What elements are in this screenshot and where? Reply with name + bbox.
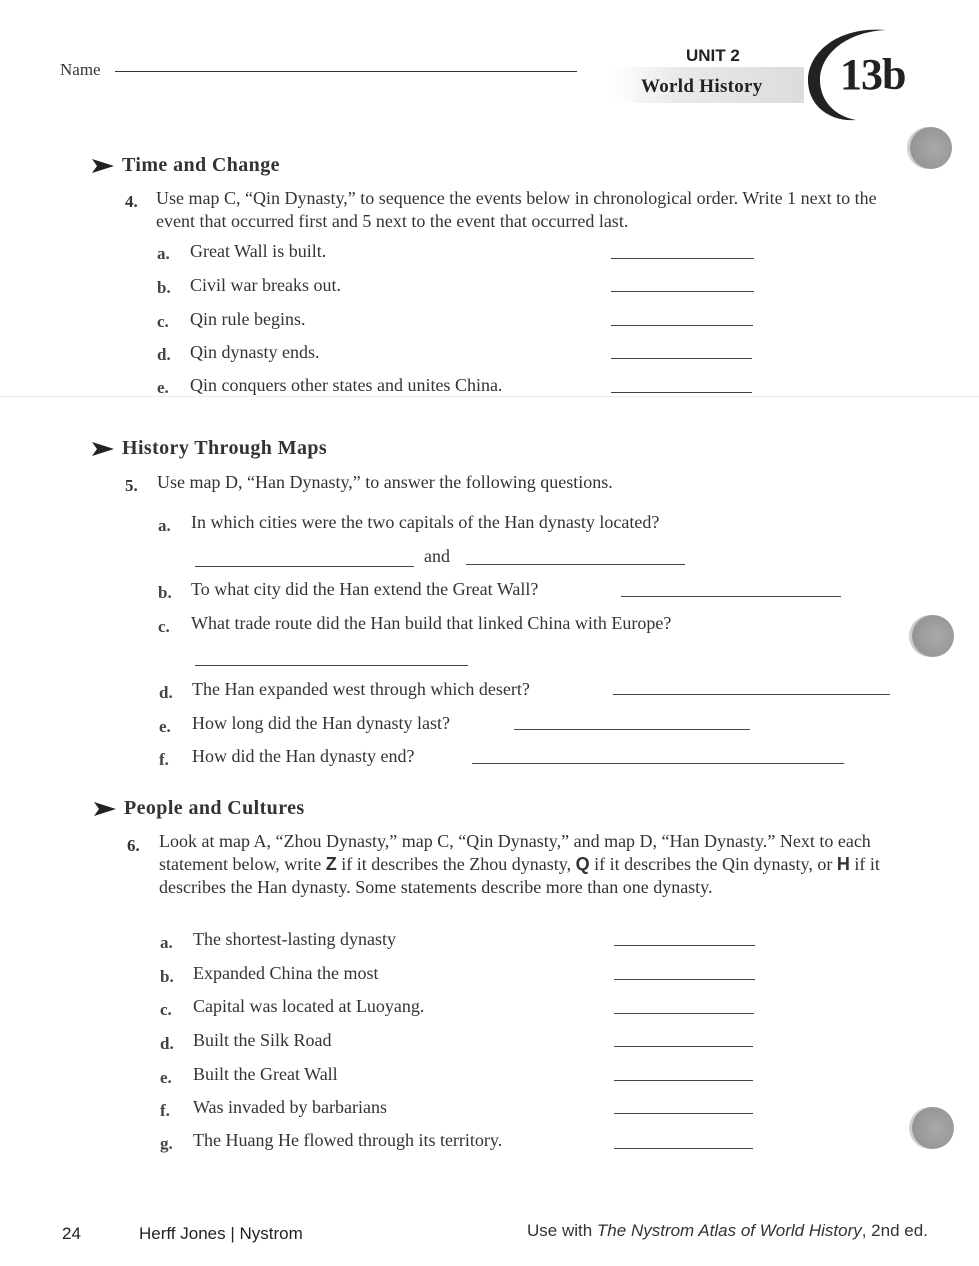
question-text-part: Look at map A, “Zhou Dynasty,” map C, “Qin Dynasty,” and map D, “Han Dynasty.” Next to each statement below, write	[159, 831, 871, 874]
answer-blank[interactable]	[514, 729, 750, 730]
answer-blank[interactable]	[614, 945, 755, 946]
item-letter: c.	[158, 617, 170, 636]
item-text: Built the Great Wall	[193, 1064, 338, 1084]
item-letter: d.	[157, 345, 171, 364]
arrow-icon	[92, 159, 114, 173]
item-text: Was invaded by barbarians	[193, 1097, 387, 1117]
question-text: Use map C, “Qin Dynasty,” to sequence the events below in chronological order. Write 1 next to the event that occurred first and 5 next to the event that occurred last.	[156, 188, 877, 231]
section-title-time-change	[92, 154, 280, 177]
section-title-people-cultures	[94, 797, 305, 820]
item-letter: e.	[160, 1068, 172, 1087]
name-field[interactable]	[115, 71, 577, 72]
item-text: In which cities were the two capitals of the Han dynasty located?	[191, 512, 660, 532]
question-text-part: if it describes the Qin dynasty, or	[594, 854, 833, 874]
arrow-icon	[94, 802, 116, 816]
item-letter: f.	[159, 750, 169, 769]
answer-blank[interactable]	[611, 325, 753, 326]
item-letter: b.	[160, 967, 174, 986]
code-z: Z	[325, 854, 337, 874]
code-h: H	[836, 854, 850, 874]
item-text: Qin rule begins.	[190, 309, 306, 329]
answer-blank[interactable]	[195, 665, 468, 666]
unit-subtitle: World History	[641, 76, 763, 97]
question-text	[159, 830, 891, 899]
item-text: What trade route did the Han build that linked China with Europe?	[191, 613, 672, 633]
item-letter: a.	[158, 516, 171, 535]
item-letter: c.	[160, 1000, 172, 1019]
answer-blank[interactable]	[472, 763, 844, 764]
unit-label: UNIT 2	[686, 46, 740, 65]
item-letter: a.	[160, 933, 173, 952]
item-text: The shortest-lasting dynasty	[193, 929, 396, 949]
item-letter: e.	[157, 378, 169, 397]
answer-blank[interactable]	[611, 358, 752, 359]
item-text: The Han expanded west through which desert?	[192, 679, 530, 699]
item-letter: c.	[157, 312, 169, 331]
answer-blank[interactable]	[466, 564, 685, 565]
answer-blank[interactable]	[614, 1113, 753, 1114]
answer-blank[interactable]	[614, 979, 755, 980]
item-text: To what city did the Han extend the Great Wall?	[191, 579, 539, 599]
item-letter: d.	[160, 1034, 174, 1053]
worksheet-number: 13b	[840, 50, 906, 99]
item-text: Great Wall is built.	[190, 241, 327, 261]
atlas-title: The Nystrom Atlas of World History	[596, 1221, 862, 1240]
binder-hole-icon	[912, 1107, 954, 1149]
question-number: 6.	[127, 836, 140, 855]
item-letter: b.	[158, 583, 172, 602]
section-title-text: People and Cultures	[124, 797, 305, 819]
name-label: Name	[60, 60, 101, 79]
item-text: Built the Silk Road	[193, 1030, 332, 1050]
item-letter: a.	[157, 244, 170, 263]
answer-blank[interactable]	[611, 291, 754, 292]
answer-blank[interactable]	[614, 1080, 753, 1081]
section-title-history-maps	[92, 437, 327, 460]
item-text: Qin conquers other states and unites China.	[190, 375, 503, 395]
answer-blank[interactable]	[611, 392, 752, 393]
answer-blank[interactable]	[614, 1046, 753, 1047]
item-text: Expanded China the most	[193, 963, 379, 983]
question-number: 4.	[125, 192, 138, 211]
joiner-text: and	[424, 546, 450, 566]
answer-blank[interactable]	[621, 596, 841, 597]
item-letter: g.	[160, 1134, 173, 1153]
question-text: Use map D, “Han Dynasty,” to answer the following questions.	[157, 472, 613, 492]
binder-hole-icon	[912, 615, 954, 657]
item-text: Qin dynasty ends.	[190, 342, 320, 362]
question-number: 5.	[125, 476, 138, 495]
answer-blank[interactable]	[611, 258, 754, 259]
item-text: Capital was located at Luoyang.	[193, 996, 425, 1016]
atlas-edition: , 2nd ed.	[861, 1221, 928, 1240]
answer-blank[interactable]	[614, 1148, 753, 1149]
answer-blank[interactable]	[613, 694, 890, 695]
section-title-text: History Through Maps	[122, 437, 328, 459]
item-text: How long did the Han dynasty last?	[192, 713, 450, 733]
item-letter: b.	[157, 278, 171, 297]
question-text-part: if it describes the Zhou dynasty,	[341, 854, 572, 874]
item-text: The Huang He flowed through its territory.	[193, 1130, 503, 1150]
answer-blank[interactable]	[614, 1013, 754, 1014]
atlas-reference	[527, 1221, 928, 1241]
item-text: Civil war breaks out.	[190, 275, 341, 295]
atlas-reference-prefix: Use with	[527, 1221, 593, 1240]
binder-hole-icon	[910, 127, 952, 169]
answer-blank[interactable]	[195, 566, 414, 567]
page-number: 24	[62, 1224, 81, 1243]
item-text: How did the Han dynasty end?	[192, 746, 415, 766]
item-letter: f.	[160, 1101, 170, 1120]
item-letter: d.	[159, 683, 173, 702]
section-title-text: Time and Change	[122, 154, 280, 176]
publisher-name: Herff Jones | Nystrom	[139, 1224, 303, 1243]
page-fold-line	[0, 396, 979, 397]
code-q: Q	[575, 854, 590, 874]
item-letter: e.	[159, 717, 171, 736]
question-text-part: if it describes the Han dynasty. Some statements describe more than one dynasty.	[159, 854, 880, 897]
arrow-icon	[92, 442, 114, 456]
